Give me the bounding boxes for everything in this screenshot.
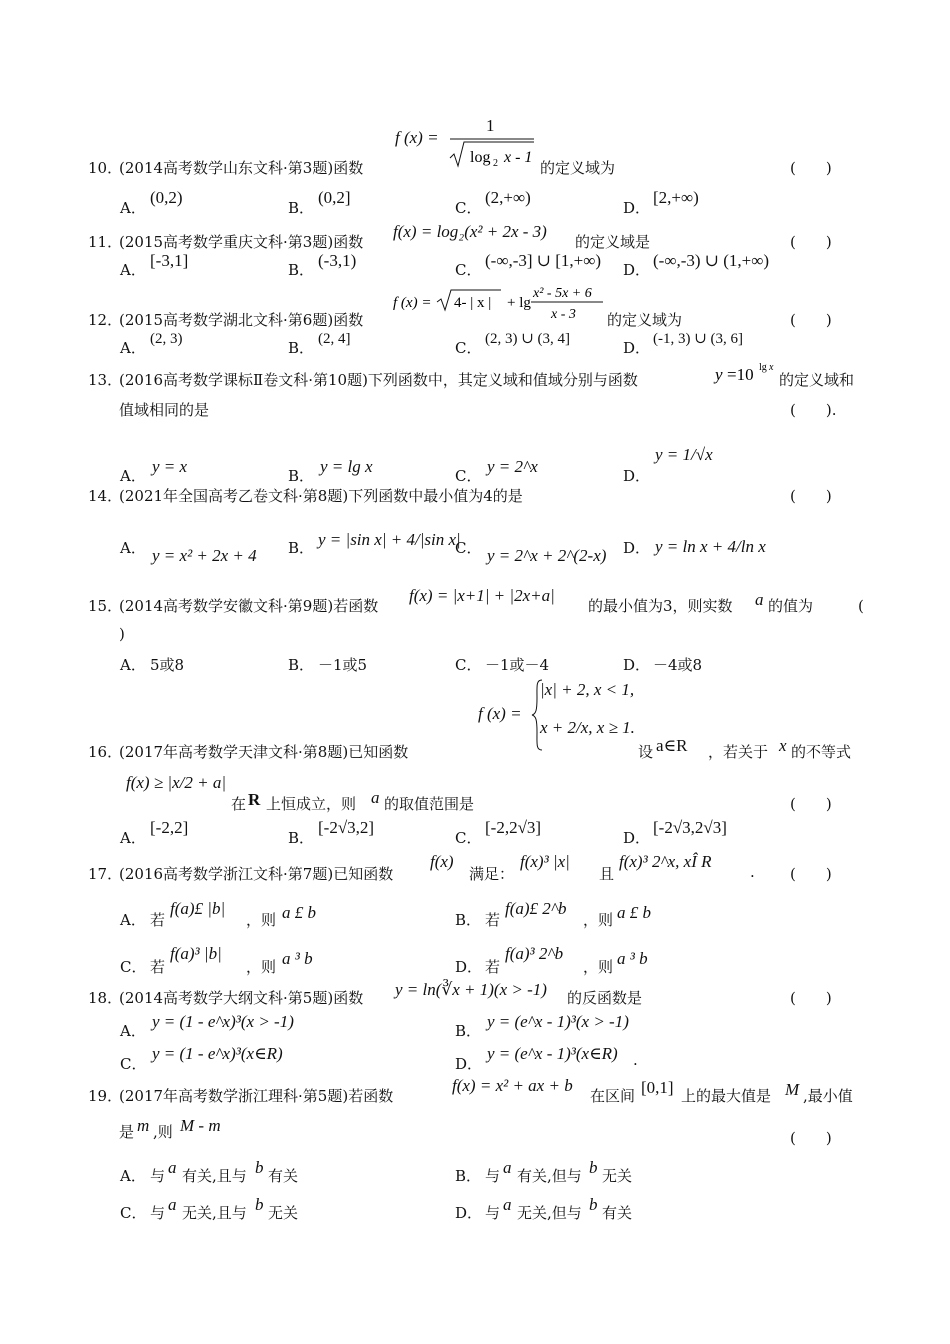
q12-option-c-value: (2, 3) ∪ (3, 4] [485,331,571,347]
q13-option-a-value: y = x [152,457,188,476]
q15-option-b-value: －1或5 [318,656,368,674]
q16-var-x: x [779,736,787,755]
q13-formula [713,358,779,386]
q14-number: 14． [88,487,123,505]
q17-option-b-mid: ，则 [583,911,614,929]
q18-end: . [633,1051,638,1069]
q19-option-d-t2: 无关,但与 [517,1204,582,1222]
q18-tail: 的反函数是 [567,989,643,1007]
q17-option-c-mid: ，则 [246,958,277,976]
q16-stem: (2017年高考数学天津文科·第8题)已知函数 [119,743,409,761]
q18-option-a-label: A． [120,1022,146,1040]
q11-option-d-label: D． [623,261,651,279]
q19-number: 19． [88,1087,123,1105]
q19-option-c-v1: a [168,1195,177,1214]
svg-text:+ lg: + lg [507,295,531,311]
q17-option-a-label: A． [120,911,146,929]
q16-tail3: 的不等式 [791,743,852,761]
q19-option-a-t2: 有关,且与 [182,1167,247,1185]
q17-stem: (2016高考数学浙江文科·第7题)已知函数 [119,865,394,883]
q14-option-a-label: A． [120,539,146,557]
q15-number: 15． [88,597,123,615]
q10-formula-radical [448,138,538,170]
q12-stem: (2015高考数学湖北文科·第6题)函数 [119,311,364,329]
q16-tail5: 上恒成立，则 [266,795,357,813]
q17-option-c-label: C． [120,958,147,976]
q15-option-a-value: 5或8 [150,656,185,674]
q19-option-c-v2: b [255,1195,264,1214]
q19-option-b-t1: 与 [485,1167,501,1185]
q16-condition: a∈R [656,736,688,755]
q19-option-b-t2: 有关,但与 [517,1167,582,1185]
q16-tail4: 在 [231,795,247,813]
q11-option-a-value: [-3,1] [150,251,189,270]
q15-var-a: a [755,590,764,609]
q19-option-a-label: A． [120,1167,146,1185]
q19-tail2: 上的最大值是 [681,1087,772,1105]
q17-condition-2: f(x)³ 2^x, xÎ R [619,852,712,871]
q14-stem: (2021年全国高考乙卷文科·第8题)下列函数中最小值为4的是 [119,487,523,505]
q16-var-a: a [371,788,380,807]
q15-tail2: 的值为 [768,597,814,615]
q13-option-a-label: A． [120,467,146,485]
q10-option-c-value: (2,+∞) [485,188,531,207]
q10-formula-lhs: f (x) = [395,128,439,147]
q15-option-b-label: B． [288,656,315,674]
svg-text:4- | x |: 4- | x | [454,295,492,311]
q19-interval: [0,1] [641,1078,674,1097]
q18-number: 18． [88,989,123,1007]
q17-answer-bracket: ( ) [790,865,832,883]
q12-option-a-label: A． [120,339,146,357]
q19-line2-a: 是 [119,1123,135,1141]
q13-option-c-label: C． [455,467,482,485]
q19-option-d-t1: 与 [485,1204,501,1222]
q11-option-b-label: B． [288,261,315,279]
q19-option-c-label: C． [120,1204,147,1222]
q17-option-a-cond: f(a)£ |b| [170,899,226,918]
q14-option-c-label: C． [455,539,482,557]
q15-tail: 的最小值为3，则实数 [588,597,733,615]
q11-stem: (2015高考数学重庆文科·第3题)函数 [119,233,364,251]
svg-text:=10: =10 [727,365,754,384]
q18-option-d-label: D． [455,1055,483,1073]
q10-formula-num: 1 [486,116,495,135]
q11-number: 11． [88,233,123,251]
q17-option-b-label: B． [455,911,482,929]
q17-option-b-cond: f(a)£ 2^b [505,899,567,918]
q11-option-c-label: C． [455,261,482,279]
q14-option-b-label: B． [288,539,315,557]
q10-option-b-value: (0,2] [318,188,351,207]
q15-option-c-label: C． [455,656,482,674]
q19-option-a-t3: 有关 [268,1167,299,1185]
q17-formula: f(x) [430,852,454,871]
svg-text:x² - 5x + 6: x² - 5x + 6 [533,286,592,301]
q13-option-b-label: B． [288,467,315,485]
q19-option-b-t3: 无关 [602,1167,633,1185]
q13-option-c-value: y = 2^x [487,457,538,476]
q15-option-a-label: A． [120,656,146,674]
q17-option-d-cond: f(a)³ 2^b [505,944,564,963]
q14-option-a-value: y = x² + 2x + 4 [152,546,257,565]
q16-inequality: f(x) ≥ |x/2 + a| [126,773,227,792]
q13-answer-bracket: ( ). [790,401,837,419]
q15-bracket-open: ( [858,597,864,615]
q19-option-b-v2: b [589,1158,598,1177]
q15-option-d-label: D． [623,656,651,674]
q14-option-d-label: D． [623,539,651,557]
q12-answer-bracket: ( ) [790,311,832,329]
q19-stem: (2017年高考数学浙江理科·第5题)若函数 [119,1087,394,1105]
q19-option-d-v2: b [589,1195,598,1214]
q16-number: 16． [88,743,123,761]
q17-tail: 满足： [469,865,515,883]
q16-piecewise-lhs: f (x) = [478,704,522,723]
q19-option-a-v2: b [255,1158,264,1177]
svg-text:f (x) =: f (x) = [393,295,432,311]
q13-number: 13． [88,371,123,389]
q19-option-a-t1: 与 [150,1167,166,1185]
q10-answer-bracket: ( ) [790,159,832,177]
q13-line2: 值域相同的是 [119,401,210,419]
q13-option-d-label: D． [623,467,651,485]
q12-option-d-label: D． [623,339,651,357]
q19-option-b-label: B． [455,1167,482,1185]
q15-stem: (2014高考数学安徽文科·第9题)若函数 [119,597,379,615]
q18-option-b-value: y = (e^x - 1)³(x > -1) [487,1012,629,1031]
q18-answer-bracket: ( ) [790,989,832,1007]
q10-option-b-label: B． [288,199,315,217]
q16-option-c-label: C． [455,829,482,847]
q16-option-b-label: B． [288,829,315,847]
q12-tail: 的定义域为 [607,311,683,329]
q17-option-b-pre: 若 [485,911,501,929]
q17-option-a-mid: ，则 [246,911,277,929]
q15-bracket-close: ) [119,625,125,643]
q19-option-a-v1: a [168,1158,177,1177]
svg-text:x: x [769,362,774,373]
q14-option-d-value: y = ln x + 4/ln x [655,537,766,556]
q19-option-d-t3: 有关 [602,1204,633,1222]
q19-formula: f(x) = x² + ax + b [452,1076,573,1095]
q19-option-c-t3: 无关 [268,1204,299,1222]
q16-piece-2: x + 2/x, x ≥ 1. [540,718,635,737]
q17-option-c-cond: f(a)³ |b| [170,944,222,963]
q11-tail: 的定义域是 [575,233,651,251]
q11-answer-bracket: ( ) [790,233,832,251]
q13-option-b-value: y = lg x [320,457,373,476]
q12-option-b-value: (2, 4] [318,331,351,347]
q18-stem: (2014高考数学大纲文科·第5题)函数 [119,989,364,1007]
q17-end: . [750,863,755,881]
q10-option-a-value: (0,2) [150,188,183,207]
q18-option-c-label: C． [120,1055,147,1073]
q15-option-d-value: －4或8 [653,656,703,674]
q16-set-r: R [248,790,261,809]
q17-option-d-res: a ³ b [617,949,648,968]
q17-option-b-res: a £ b [617,903,651,922]
q10-option-d-value: [2,+∞) [653,188,699,207]
q19-option-d-v1: a [503,1195,512,1214]
q12-formula [393,280,608,326]
svg-text:x - 3: x - 3 [551,307,576,322]
q19-option-c-t1: 与 [150,1204,166,1222]
q10-option-a-label: A． [120,199,146,217]
q19-tail3: ,最小值 [803,1087,853,1105]
q11-option-a-label: A． [120,261,146,279]
q10-stem: (2014高考数学山东文科·第3题)函数 [119,159,364,177]
q13-stem: (2016高考数学课标Ⅱ卷文科·第10题)下列函数中，其定义域和值域分别与函数 [119,371,638,389]
q11-option-d-value: (-∞,-3) ∪ (1,+∞) [653,251,770,270]
svg-text:2: 2 [493,158,498,169]
q17-option-d-mid: ，则 [583,958,614,976]
q13-option-d-value: y = 1/√x [655,445,713,464]
q19-option-d-label: D． [455,1204,483,1222]
q16-tail6: 的取值范围是 [384,795,475,813]
q17-tail2: 且 [599,865,615,883]
svg-text:y: y [715,365,723,384]
q12-option-c-label: C． [455,339,482,357]
q16-option-d-value: [-2√3,2√3] [653,818,727,837]
q16-option-d-label: D． [623,829,651,847]
q14-option-c-value: y = 2^x + 2^(2-x) [487,546,607,565]
q19-answer-bracket: ( ) [790,1129,832,1147]
q10-option-d-label: D． [623,199,651,217]
q16-option-b-value: [-2√3,2] [318,818,375,837]
q16-tail: 设 [638,743,654,761]
q12-number: 12． [88,311,123,329]
q14-option-b-value: y = |sin x| + 4/|sin x| [318,530,461,549]
q12-option-a-value: (2, 3) [150,331,183,347]
q11-option-b-value: (-3,1) [318,251,357,270]
q15-option-c-value: －1或－4 [485,656,550,674]
svg-text:log: log [470,149,491,166]
q16-option-a-value: [-2,2] [150,818,189,837]
q17-number: 17． [88,865,123,883]
q10-tail: 的定义域为 [540,159,616,177]
q11-option-c-value: (-∞,-3] ∪ [1,+∞) [485,251,602,270]
q16-answer-bracket: ( ) [790,795,832,813]
q19-var-m-upper: M [785,1080,800,1099]
q19-var-m-lower: m [137,1116,150,1135]
q18-option-d-value: y = (e^x - 1)³(x∈R) [487,1044,618,1063]
q16-piece-1: |x| + 2, x < 1, [540,680,635,699]
q10-option-c-label: C． [455,199,482,217]
q18-option-a-value: y = (1 - e^x)³(x > -1) [152,1012,294,1031]
q17-option-a-pre: 若 [150,911,166,929]
q17-option-d-pre: 若 [485,958,501,976]
svg-text:x - 1: x - 1 [504,149,533,166]
q12-option-d-value: (-1, 3) ∪ (3, 6] [653,331,744,347]
q16-option-c-value: [-2,2√3] [485,818,542,837]
q17-option-c-res: a ³ b [282,949,313,968]
q18-option-c-value: y = (1 - e^x)³(x∈R) [152,1044,283,1063]
q16-tail2: ，若关于 [708,743,769,761]
q13-tail: 的定义域和 [779,371,855,389]
q17-condition-1: f(x)³ |x| [520,852,570,871]
q15-formula: f(x) = |x+1| + |2x+a| [409,586,555,605]
q17-option-d-label: D． [455,958,483,976]
q17-option-a-res: a £ b [282,903,316,922]
q18-formula: y = ln(∛x + 1)(x > -1) [395,980,547,999]
q19-option-c-t2: 无关,且与 [182,1204,247,1222]
q11-formula: f(x) = log₂(x² + 2x - 3) [393,222,547,241]
q18-option-b-label: B． [455,1022,482,1040]
q12-option-b-label: B． [288,339,315,357]
q14-answer-bracket: ( ) [790,487,832,505]
svg-text:lg: lg [759,362,767,373]
q17-option-c-pre: 若 [150,958,166,976]
q19-tail: 在区间 [590,1087,636,1105]
q19-option-b-v1: a [503,1158,512,1177]
q10-number: 10． [88,159,123,177]
q19-line2-b: ,则 [153,1123,173,1141]
q19-expression: M - m [180,1116,221,1135]
q16-option-a-label: A． [120,829,146,847]
